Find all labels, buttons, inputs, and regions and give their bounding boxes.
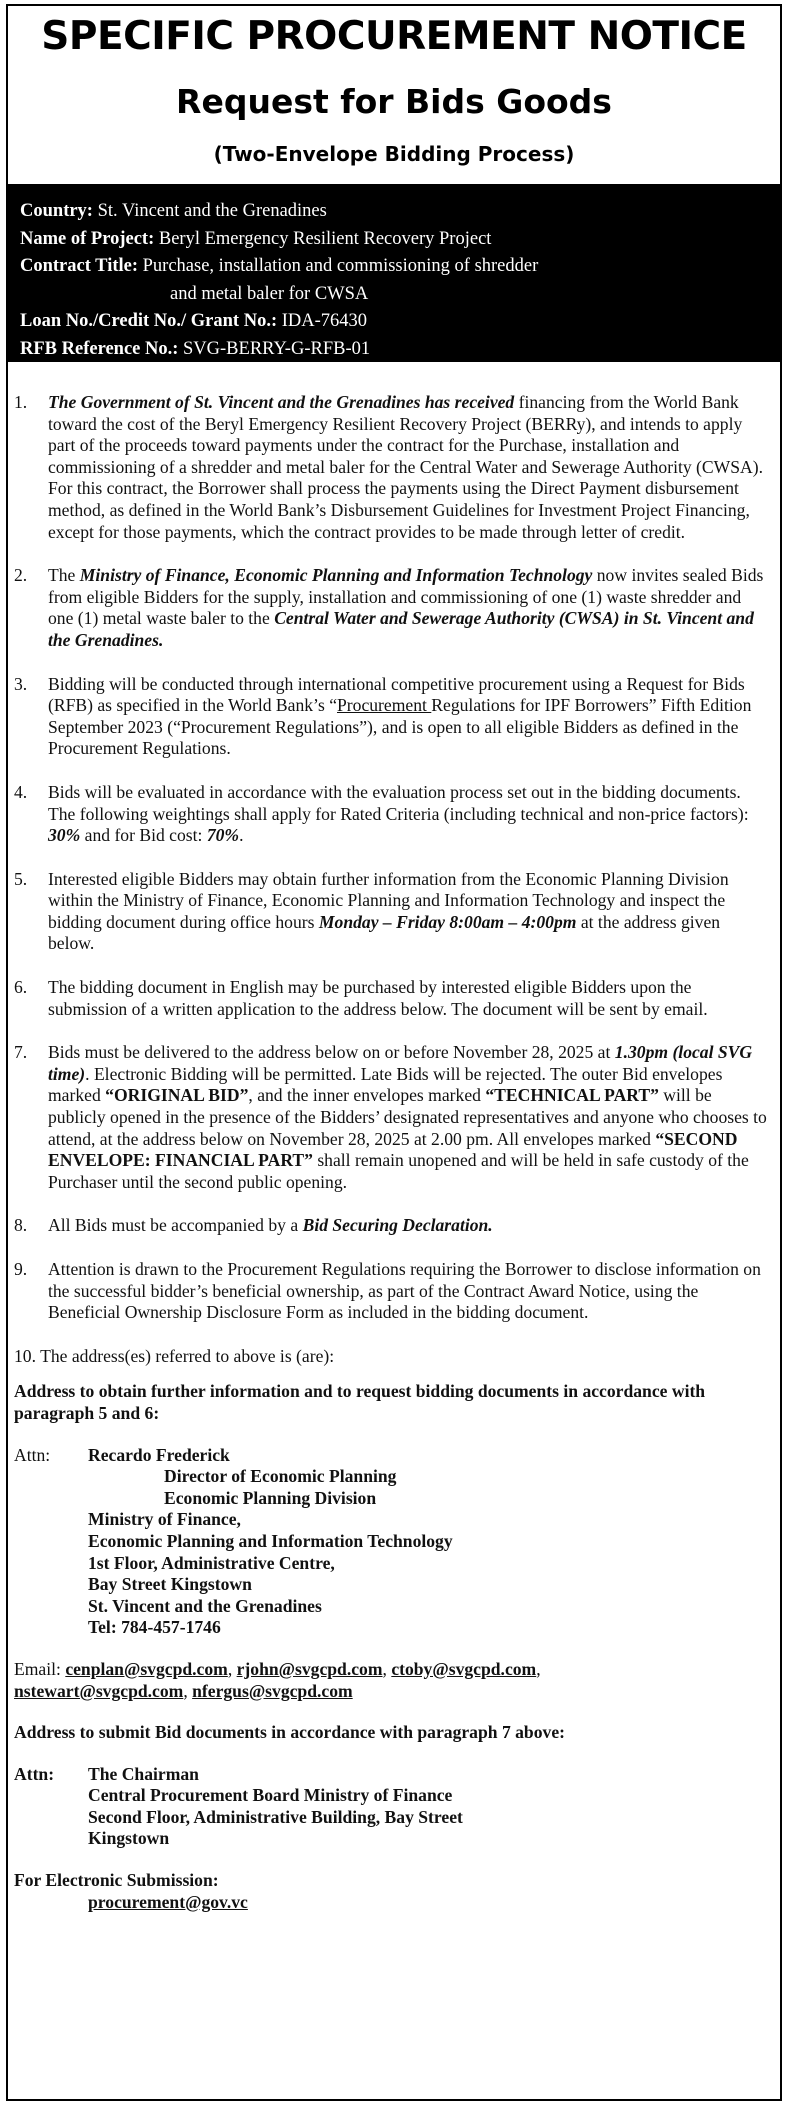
paragraph-8: 8. All Bids must be accompanied by a Bid Securing Declaration. bbox=[14, 1215, 493, 1236]
rfb-row: RFB Reference No.: SVG-BERRY-G-RFB-01 bbox=[20, 338, 371, 359]
address1-line5: St. Vincent and the Grenadines bbox=[88, 1595, 322, 1616]
email-link[interactable]: ctoby@svgcpd.com bbox=[391, 1658, 537, 1679]
address1-heading: Address to obtain further information and to request bidding documents in accordance with paragraph 5 and 6: bbox=[14, 1381, 706, 1423]
address2-line4: Kingstown bbox=[88, 1828, 170, 1849]
address2-attn-label: Attn: bbox=[14, 1763, 55, 1784]
contact-role: Director of Economic Planning bbox=[164, 1466, 397, 1487]
address1-block bbox=[14, 1445, 770, 1639]
electronic-email-row bbox=[14, 1892, 770, 1914]
email-link[interactable]: cenplan@svgcpd.com bbox=[65, 1658, 228, 1679]
paragraph-5: 5. Interested eligible Bidders may obtain further information from the Economic Planning Division within the Ministry of Finance, Economic Planning and Information Technology and inspect the bidding document during office hours Monday – Friday 8:00am – 4:00pm at the address given below. bbox=[14, 868, 729, 954]
address2-line3: Second Floor, Administrative Building, Bay Street bbox=[88, 1806, 463, 1827]
country-row: Country: St. Vincent and the Grenadines bbox=[20, 201, 327, 221]
loan-row: Loan No./Credit No./ Grant No.: IDA-76430 bbox=[20, 311, 368, 331]
paragraph-3: 3. Bidding will be conducted through international competitive procurement using a Request for Bids (RFB) as specified in the World Bank’s “Procurement Regulations for IPF Borrowers” Fifth Edition September 2023 (“Procurement Regulations”), and is open to all eligible Bidders as defined in the Procurement Regulations. bbox=[14, 673, 752, 759]
bidding-process: (Two-Envelope Bidding Process) bbox=[213, 142, 575, 166]
summary-band bbox=[6, 184, 782, 362]
notice-subtitle: Request for Bids Goods bbox=[176, 82, 612, 121]
address2-line1: The Chairman bbox=[88, 1763, 199, 1784]
contract-row: Contract Title: Purchase, installation and commissioning of shredder bbox=[20, 256, 539, 276]
paragraph-10: 10. The address(es) referred to above is (are): bbox=[14, 1345, 335, 1366]
paragraph-2: 2. The Ministry of Finance, Economic Planning and Information Technology now invites sealed Bids from eligible Bidders for the supply, installation and commissioning of one (1) waste shredder and one (1) metal waste baler to the Central Water and Sewerage Authority (CWSA) in St. Vincent and the Grenadines. bbox=[14, 565, 764, 650]
contact-division: Economic Planning Division bbox=[164, 1487, 377, 1508]
paragraph-4: 4. Bids will be evaluated in accordance with the evaluation process set out in the bidding documents. The following weightings shall apply for Rated Criteria (including technical and non-price factors): 30% and for Bid cost: 70%. bbox=[14, 781, 749, 846]
electronic-heading: For Electronic Submission: bbox=[14, 1870, 219, 1891]
email-list: Email: cenplan@svgcpd.com, rjohn@svgcpd.com, ctoby@svgcpd.com, nstewart@svgcpd.com, nfergus@svgcpd.com bbox=[14, 1658, 541, 1701]
contact-name: Recardo Frederick bbox=[88, 1444, 230, 1465]
address2-line2: Central Procurement Board Ministry of Finance bbox=[88, 1785, 453, 1806]
notice-title: SPECIFIC PROCUREMENT NOTICE bbox=[41, 14, 747, 59]
notice-body bbox=[14, 392, 770, 1913]
address1-line2: Economic Planning and Information Technology bbox=[88, 1530, 453, 1551]
email-link[interactable]: nfergus@svgcpd.com bbox=[192, 1680, 353, 1701]
address1-tel: Tel: 784-457-1746 bbox=[88, 1617, 221, 1638]
email-link[interactable]: nstewart@svgcpd.com bbox=[14, 1680, 184, 1701]
email-link[interactable]: rjohn@svgcpd.com bbox=[236, 1658, 383, 1679]
address2-heading: Address to submit Bid documents in accordance with paragraph 7 above: bbox=[14, 1722, 565, 1743]
address1-line4: Bay Street Kingstown bbox=[88, 1574, 252, 1595]
electronic-submission-email[interactable]: procurement@gov.vc bbox=[88, 1891, 248, 1912]
paragraph-9: 9. Attention is drawn to the Procurement Regulations requiring the Borrower to disclose information on the successful bidder’s beneficial ownership, as part of the Contract Award Notice, using the Beneficial Ownership Disclosure Form as included in the bidding document. bbox=[14, 1259, 761, 1323]
address1-line3: 1st Floor, Administrative Centre, bbox=[88, 1552, 335, 1573]
contract-row-cont: and metal baler for CWSA bbox=[170, 283, 369, 304]
project-row: Name of Project: Beryl Emergency Resilient Recovery Project bbox=[20, 228, 492, 249]
address1-attn-label: Attn: bbox=[14, 1444, 51, 1465]
address2-block bbox=[14, 1764, 770, 1850]
paragraph-7: 7. Bids must be delivered to the address below on or before November 28, 2025 at 1.30pm (local SVG time). Electronic Bidding will be permitted. Late Bids will be rejected. The outer Bid envelopes marked “ORIGINAL BID”, and the inner envelopes marked “TECHNICAL PART” will be publicly opened in the presence of the Bidders’ designated representatives and anyone who chooses to attend, at the address below on November 28, 2025 at 2.00 pm. All envelopes marked “SECOND ENVELOPE: FINANCIAL PART” shall remain unopened and will be held in safe custody of the Purchaser until the second public opening. bbox=[14, 1042, 767, 1192]
address1-line1: Ministry of Finance, bbox=[88, 1509, 241, 1530]
paragraph-1: 1. The Government of St. Vincent and the Grenadines has received financing from the World Bank toward the cost of the Beryl Emergency Resilient Recovery Project (BERRy), and intends to apply part of the proceeds toward payments under the contract for the Purchase, installation and commissioning of a shredder and metal baler for the Central Water and Sewerage Authority (CWSA). For this contract, the Borrower shall process the payments using the Direct Payment disbursement method, as defined in the World Bank’s Disbursement Guidelines for Investment Project Financing, except for those payments, which the contract provides to be made through letter of credit. bbox=[14, 392, 763, 542]
paragraph-6: 6. The bidding document in English may be purchased by interested eligible Bidders upon the submission of a written application to the address below. The document will be sent by email. bbox=[14, 977, 708, 1019]
